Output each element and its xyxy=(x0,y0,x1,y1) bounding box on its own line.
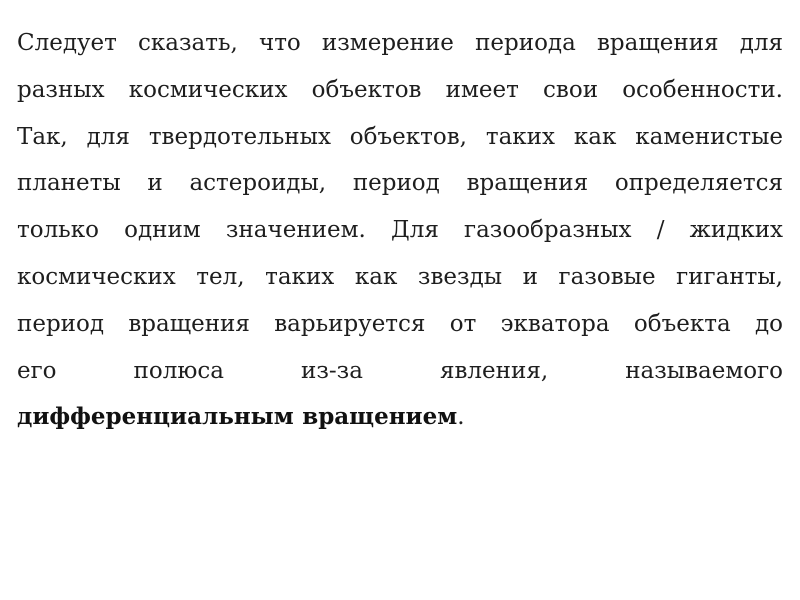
paragraph-line: планеты и астероиды, период вращения определяется xyxy=(17,170,783,197)
paragraph-line: Следует сказать, что измерение периода вращения для xyxy=(17,30,783,56)
body-paragraph xyxy=(17,20,783,441)
paragraph-line: только одним значением. Для газообразных / жидких xyxy=(17,217,783,244)
paragraph-line: космических тел, таких как звезды и газовые гиганты, xyxy=(17,263,783,290)
final-punctuation: . xyxy=(457,404,465,431)
bold-term: дифференциальным вращением xyxy=(17,403,458,431)
paragraph-line: период вращения варьируется от экватора объекта до xyxy=(17,310,783,337)
paragraph-line: Так, для твердотельных объектов, таких как каменистые xyxy=(17,123,783,150)
paragraph-line: разных космических объектов имеет свои особенности. xyxy=(17,76,783,103)
paragraph-final-line xyxy=(17,394,783,441)
paragraph-line: его полюса из-за явления, называемого xyxy=(17,357,783,384)
